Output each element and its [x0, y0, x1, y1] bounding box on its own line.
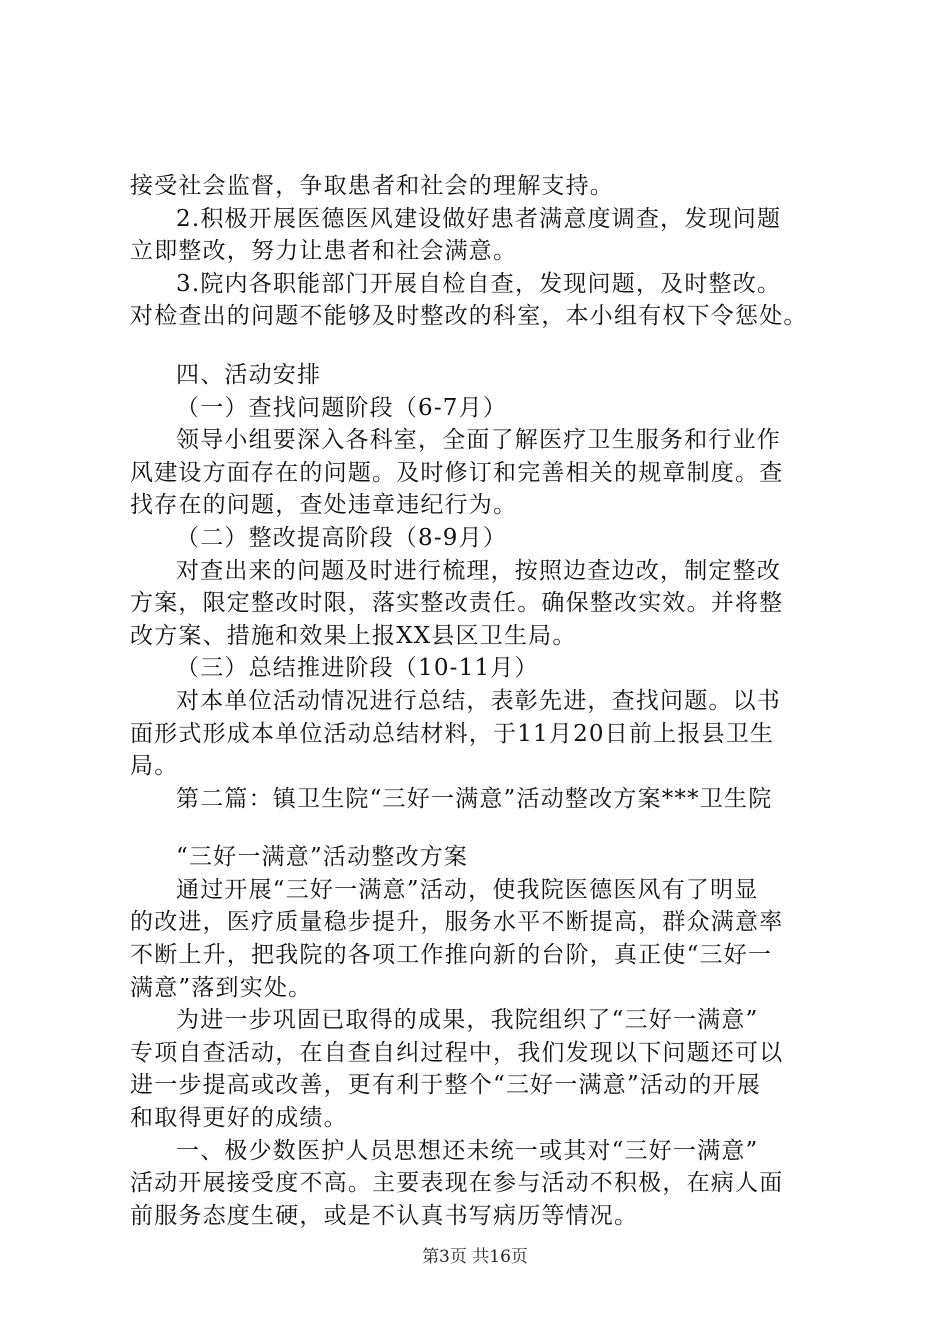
text-line: 找存在的问题，查处违章违纪行为。 — [130, 492, 518, 519]
text-line: 和取得更好的成绩。 — [130, 1105, 348, 1132]
text-line: （一）查找问题阶段（6-7月） — [176, 394, 508, 421]
text-line: 对本单位活动情况进行总结，表彰先进，查找问题。以书 — [176, 687, 781, 714]
text-line: 接受社会监督，争取患者和社会的理解支持。 — [130, 173, 614, 199]
text-line: 风建设方面存在的问题。及时修订和完善相关的规章制度。查 — [130, 459, 784, 486]
text-line: 第二篇：镇卫生院“三好一满意”活动整改方案***卫生院 — [176, 785, 773, 812]
text-line: 领导小组要深入各科室，全面了解医疗卫生服务和行业作 — [176, 427, 781, 454]
text-line: 通过开展“三好一满意”活动，使我院医德医风有了明显 — [176, 876, 759, 903]
text-line: 不断上升，把我院的各项工作推向新的台阶，真正使“三好一 — [130, 942, 773, 969]
text-line: 四、活动安排 — [176, 361, 322, 388]
text-line: 进一步提高或改善，更有利于整个“三好一满意”活动的开展 — [130, 1072, 761, 1099]
text-line: 对查出来的问题及时进行梳理，按照边查边改，制定整改 — [176, 557, 781, 584]
text-line: （三）总结推进阶段（10-11月） — [176, 655, 539, 682]
text-line: 的改进，医疗质量稳步提升，服务水平不断提高，群众满意率 — [130, 909, 784, 936]
text-line: 前服务态度生硬，或是不认真书写病历等情况。 — [130, 1202, 639, 1229]
page-footer: 第3页 共16页 — [422, 1247, 528, 1267]
text-line: 立即整改，努力让患者和社会满意。 — [130, 238, 518, 265]
text-line: 2.积极开展医德医风建设做好患者满意度调查，发现问题 — [176, 205, 782, 232]
text-line: （二）整改提高阶段（8-9月） — [176, 524, 508, 551]
text-line: 一、极少数医护人员思想还未统一或其对“三好一满意” — [176, 1137, 759, 1164]
text-line: 专项自查活动，在自查自纠过程中，我们发现以下问题还可以 — [130, 1039, 784, 1066]
text-line: 活动开展接受度不高。主要表现在参与活动不积极，在病人面 — [130, 1170, 784, 1197]
text-line: 对检查出的问题不能够及时整改的科室，本小组有权下令惩处。 — [130, 303, 808, 330]
text-line: “三好一满意”活动整改方案 — [176, 844, 469, 871]
text-line: 面形式形成本单位活动总结材料，于11月20日前上报县卫生 — [130, 720, 775, 747]
text-line: 满意”落到实处。 — [130, 974, 313, 1001]
blank-line — [130, 333, 836, 359]
document-body — [130, 170, 836, 1232]
text-line: 方案，限定整改时限，落实整改责任。确保整改实效。并将整 — [130, 590, 784, 617]
text-line: 局。 — [130, 753, 179, 780]
text-line: 改方案、措施和效果上报XX县区卫生局。 — [130, 622, 577, 649]
text-line: 3.院内各职能部门开展自检自查，发现问题，及时整改。 — [176, 270, 782, 297]
text-line: 为进一步巩固已取得的成果，我院组织了“三好一满意” — [176, 1007, 759, 1034]
blank-line — [130, 815, 836, 841]
